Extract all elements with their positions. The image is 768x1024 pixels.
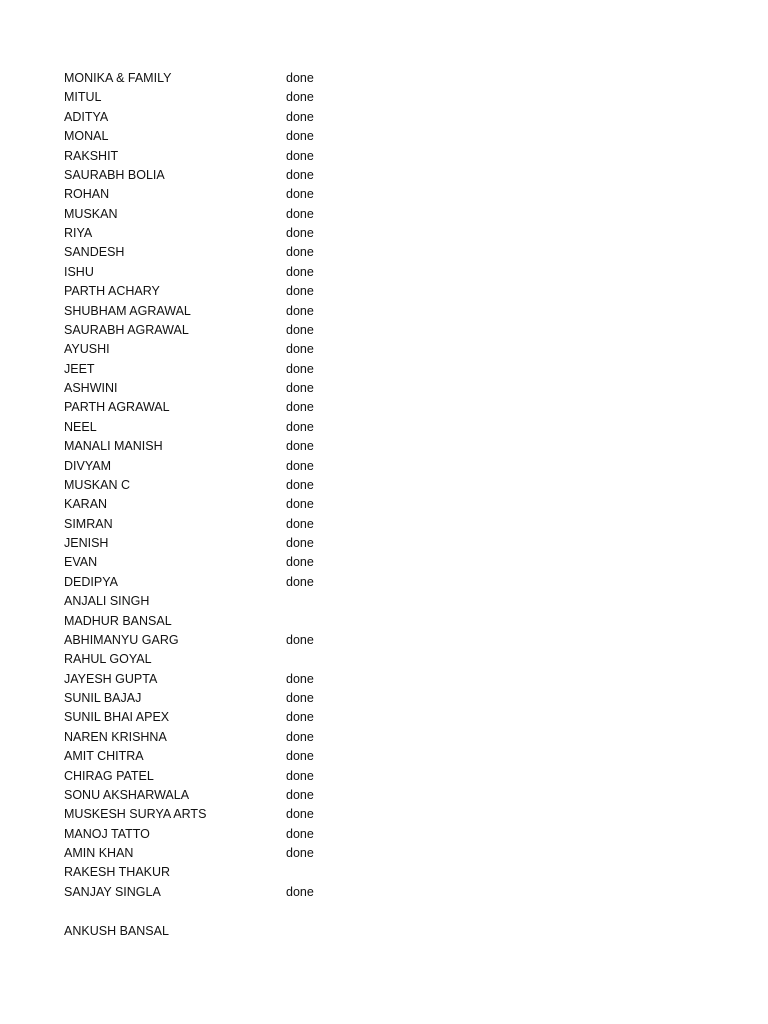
list-row: [64, 708, 384, 727]
row-status: done: [286, 187, 314, 202]
row-status: done: [286, 729, 314, 744]
row-status: done: [286, 167, 314, 182]
list-row: [64, 69, 384, 88]
row-status: done: [286, 419, 314, 434]
row-name: DIVYAM: [64, 458, 111, 473]
list-row: [64, 205, 384, 224]
list-row: [64, 902, 384, 921]
row-name: MADHUR BANSAL: [64, 613, 172, 628]
row-name: MUSKAN C: [64, 477, 130, 492]
list-row: [64, 553, 384, 572]
list-row: [64, 670, 384, 689]
list-row: [64, 495, 384, 514]
row-status: done: [286, 691, 314, 705]
row-status: done: [286, 322, 314, 337]
list-row: [64, 224, 384, 243]
list-row: [64, 825, 384, 844]
row-name: RAHUL GOYAL: [64, 652, 152, 667]
row-name: JAYESH GUPTA: [64, 671, 158, 686]
list-row: [64, 418, 384, 437]
list-row: [64, 340, 384, 359]
row-status: done: [286, 71, 314, 85]
row-status: done: [286, 226, 314, 240]
row-name: RAKESH THAKUR: [64, 865, 171, 880]
row-status: done: [286, 361, 314, 376]
row-status: done: [286, 497, 314, 512]
row-name: AYUSHI: [64, 342, 110, 357]
row-status: done: [286, 303, 314, 318]
row-status: done: [286, 439, 314, 454]
list-row: [64, 147, 384, 166]
list-row: [64, 922, 384, 941]
row-name: AMIN KHAN: [64, 846, 134, 860]
row-name: MUSKESH SURYA ARTS: [64, 807, 207, 822]
row-name: SANJAY SINGLA: [64, 884, 161, 899]
row-name: PARTH AGRAWAL: [64, 400, 170, 415]
row-name: RIYA: [64, 226, 93, 240]
row-status: done: [286, 109, 314, 124]
list-row: [64, 728, 384, 747]
list-row: [64, 457, 384, 476]
name-status-list: [64, 69, 384, 941]
row-name: MITUL: [64, 90, 102, 105]
list-row: [64, 844, 384, 863]
row-name: MONAL: [64, 129, 109, 144]
row-name: SIMRAN: [64, 516, 113, 531]
row-name: JENISH: [64, 536, 109, 550]
list-row: [64, 88, 384, 107]
row-name: MANOJ TATTO: [64, 826, 150, 841]
row-name: ROHAN: [64, 187, 110, 202]
list-row: [64, 863, 384, 882]
list-row: [64, 476, 384, 495]
row-name: ANKUSH BANSAL: [64, 923, 169, 938]
row-status: done: [286, 846, 314, 860]
row-name: SUNIL BAJAJ: [64, 691, 142, 705]
row-name: KARAN: [64, 497, 108, 512]
row-name: SAURABH AGRAWAL: [64, 322, 189, 337]
row-name: EVAN: [64, 555, 98, 570]
row-name: ADITYA: [64, 109, 109, 124]
row-name: NEEL: [64, 419, 97, 434]
list-row: [64, 302, 384, 321]
list-row: [64, 612, 384, 631]
row-status: done: [286, 206, 314, 221]
row-name: CHIRAG PATEL: [64, 768, 154, 783]
row-name: MUSKAN: [64, 206, 118, 221]
list-row: [64, 534, 384, 553]
row-status: done: [286, 264, 314, 279]
row-status: done: [286, 710, 314, 725]
list-row: [64, 398, 384, 417]
list-row: [64, 127, 384, 146]
row-name: ASHWINI: [64, 381, 118, 395]
list-row: [64, 689, 384, 708]
row-status: done: [286, 574, 314, 589]
row-name: SAURABH BOLIA: [64, 167, 165, 182]
list-row: [64, 243, 384, 262]
row-status: done: [286, 458, 314, 473]
row-status: done: [286, 516, 314, 531]
row-status: done: [286, 671, 314, 686]
list-row: [64, 108, 384, 127]
row-status: done: [286, 632, 314, 647]
row-status: done: [286, 381, 314, 395]
row-name: JEET: [64, 361, 95, 376]
list-row: [64, 166, 384, 185]
list-row: [64, 263, 384, 282]
row-name: SANDESH: [64, 245, 125, 260]
list-row: [64, 379, 384, 398]
row-name: ABHIMANYU GARG: [64, 632, 179, 647]
list-row: [64, 321, 384, 340]
row-status: done: [286, 884, 314, 899]
row-status: done: [286, 90, 314, 105]
list-row: [64, 650, 384, 669]
row-status: done: [286, 555, 314, 570]
row-status: done: [286, 245, 314, 260]
row-status: done: [286, 342, 314, 357]
row-status: done: [286, 768, 314, 783]
row-name: SHUBHAM AGRAWAL: [64, 303, 191, 318]
row-status: done: [286, 400, 314, 415]
list-row: [64, 282, 384, 301]
list-row: [64, 767, 384, 786]
list-row: [64, 515, 384, 534]
list-row: [64, 786, 384, 805]
row-name: MANALI MANISH: [64, 439, 163, 454]
list-row: [64, 592, 384, 611]
row-name: AMIT CHITRA: [64, 749, 144, 764]
row-status: done: [286, 284, 314, 299]
row-status: done: [286, 148, 314, 163]
row-status: done: [286, 826, 314, 841]
row-status: done: [286, 536, 314, 550]
list-row: [64, 437, 384, 456]
row-name: ANJALI SINGH: [64, 594, 150, 609]
list-row: [64, 631, 384, 650]
row-name: PARTH ACHARY: [64, 284, 160, 299]
list-row: [64, 805, 384, 824]
row-name: RAKSHIT: [64, 148, 119, 163]
row-status: done: [286, 129, 314, 144]
list-row: [64, 747, 384, 766]
list-row: [64, 573, 384, 592]
row-name: ISHU: [64, 264, 94, 279]
row-name: DEDIPYA: [64, 574, 118, 589]
list-row: [64, 883, 384, 902]
row-status: done: [286, 749, 314, 764]
row-status: done: [286, 477, 314, 492]
row-status: done: [286, 787, 314, 802]
row-name: SUNIL BHAI APEX: [64, 710, 170, 725]
list-row: [64, 185, 384, 204]
row-name: MONIKA & FAMILY: [64, 71, 172, 85]
row-status: done: [286, 807, 314, 822]
row-name: SONU AKSHARWALA: [64, 787, 190, 802]
list-row: [64, 360, 384, 379]
row-name: NAREN KRISHNA: [64, 729, 167, 744]
